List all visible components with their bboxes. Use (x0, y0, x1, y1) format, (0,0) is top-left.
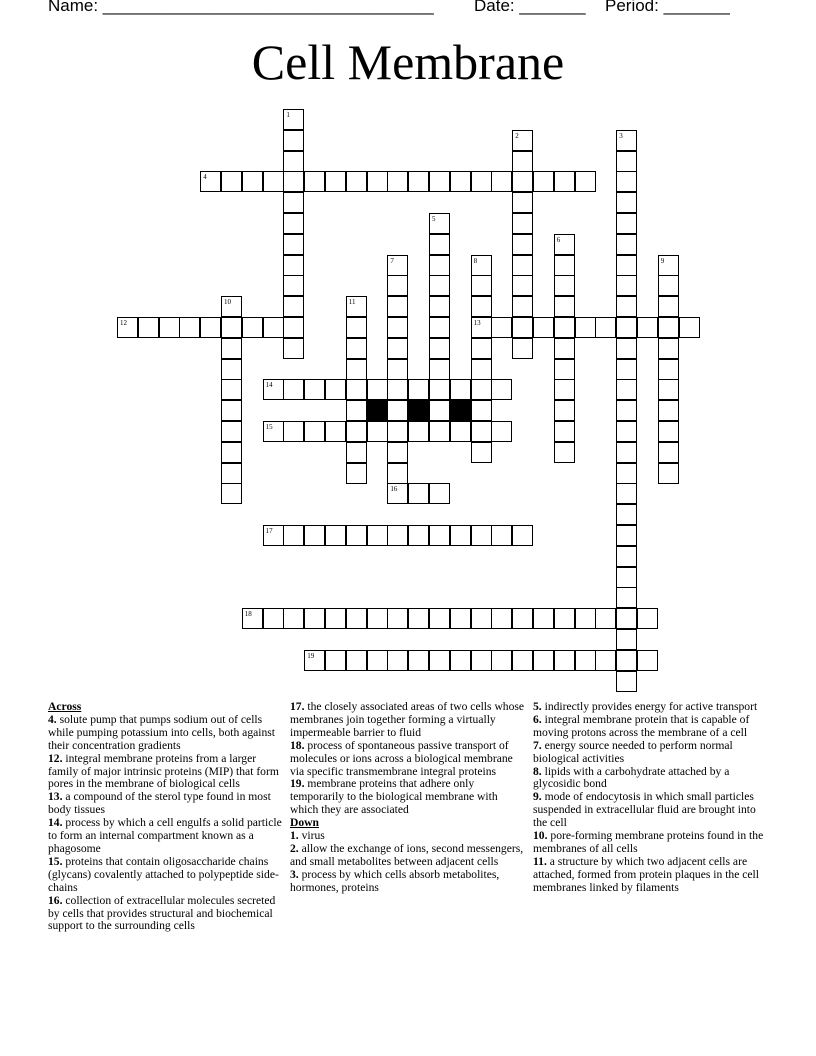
crossword-cell[interactable] (200, 171, 221, 192)
crossword-cell[interactable] (616, 546, 637, 567)
clue-number: 8. (533, 764, 542, 778)
down-clue: 7. energy source needed to perform normal biological activities (533, 738, 733, 765)
crossword-cell[interactable] (533, 317, 554, 338)
crossword-cell[interactable] (616, 567, 637, 588)
crossword-cell[interactable] (346, 296, 367, 317)
name-field-label: Name: ___________________________________ (48, 0, 434, 15)
crossword-cell[interactable] (450, 608, 471, 629)
crossword-cell[interactable] (138, 317, 159, 338)
crossword-cell[interactable] (429, 379, 450, 400)
clue-number-label: 18 (244, 610, 252, 619)
crossword-cell[interactable] (658, 317, 679, 338)
crossword-cell[interactable] (616, 379, 637, 400)
clue-number-label: 4 (203, 173, 207, 182)
crossword-cell[interactable] (616, 171, 637, 192)
crossword-cell[interactable] (429, 213, 450, 234)
crossword-cell[interactable] (387, 255, 408, 276)
crossword-cell[interactable] (471, 296, 492, 317)
crossword-cell[interactable] (221, 463, 242, 484)
crossword-cell[interactable] (512, 650, 533, 671)
crossword-cell[interactable] (263, 421, 284, 442)
crossword-cell[interactable] (325, 608, 346, 629)
crossword-cell[interactable] (346, 338, 367, 359)
crossword-cell[interactable] (346, 421, 367, 442)
crossword-cell[interactable] (595, 650, 616, 671)
crossword-cell[interactable] (471, 442, 492, 463)
crossword-cell[interactable] (616, 213, 637, 234)
crossword-cell[interactable] (471, 650, 492, 671)
crossword-cell[interactable] (304, 525, 325, 546)
crossword-cell[interactable] (408, 421, 429, 442)
crossword-cell[interactable] (387, 463, 408, 484)
clue-number: 11. (533, 854, 547, 868)
crossword-cell[interactable] (283, 171, 304, 192)
crossword-cell[interactable] (325, 650, 346, 671)
crossword-cell[interactable] (429, 400, 450, 421)
crossword-cell[interactable] (512, 338, 533, 359)
crossword-cell[interactable] (658, 296, 679, 317)
crossword-cell[interactable] (159, 317, 180, 338)
crossword-cell[interactable] (429, 338, 450, 359)
clue-number-label: 11 (348, 298, 356, 307)
crossword-cell[interactable] (429, 255, 450, 276)
crossword-cell[interactable] (491, 171, 512, 192)
crossword-cell[interactable] (429, 483, 450, 504)
clue-number-label: 3 (619, 131, 623, 140)
crossword-cell[interactable] (491, 379, 512, 400)
crossword-cell[interactable] (387, 483, 408, 504)
clue-number: 5. (533, 700, 542, 713)
crossword-cell[interactable] (221, 317, 242, 338)
crossword-cell[interactable] (221, 400, 242, 421)
crossword-cell[interactable] (575, 608, 596, 629)
crossword-cell[interactable] (491, 317, 512, 338)
across-clue: 12. integral membrane proteins from a larger family of major intrinsic proteins (MIP) that form pores in the membrane of biological cells (48, 751, 279, 791)
crossword-cell[interactable] (429, 608, 450, 629)
crossword-cell[interactable] (575, 650, 596, 671)
crossword-cell[interactable] (512, 130, 533, 151)
crossword-cell[interactable] (346, 171, 367, 192)
crossword-cell[interactable] (346, 359, 367, 380)
crossword-cell[interactable] (387, 379, 408, 400)
crossword-cell[interactable] (408, 525, 429, 546)
crossword-cell[interactable] (387, 525, 408, 546)
crossword-cell[interactable] (491, 525, 512, 546)
clue-number-label: 7 (390, 256, 394, 265)
crossword-cell[interactable] (283, 379, 304, 400)
crossword-cell[interactable] (616, 421, 637, 442)
crossword-cell[interactable] (304, 421, 325, 442)
crossword-cell[interactable] (346, 400, 367, 421)
crossword-cell[interactable] (346, 317, 367, 338)
clue-number: 4. (48, 712, 57, 726)
clue-number-label: 6 (556, 235, 561, 244)
crossword-cell[interactable] (533, 608, 554, 629)
crossword-cell[interactable] (512, 234, 533, 255)
crossword-cell[interactable] (450, 650, 471, 671)
date-field-label: Date: _______ (474, 0, 586, 15)
crossword-cell[interactable] (450, 171, 471, 192)
clue-number: 7. (533, 738, 542, 752)
crossword-cell[interactable] (616, 650, 637, 671)
crossword-cell[interactable] (283, 421, 304, 442)
crossword-cell[interactable] (512, 275, 533, 296)
clue-number-label: 8 (473, 256, 478, 265)
crossword-cell[interactable] (283, 234, 304, 255)
crossword-cell[interactable] (471, 421, 492, 442)
crossword-cell[interactable] (554, 317, 575, 338)
crossword-cell[interactable] (554, 296, 575, 317)
crossword-cell[interactable] (554, 359, 575, 380)
crossword-cell[interactable] (263, 379, 284, 400)
crossword-cell[interactable] (117, 317, 138, 338)
crossword-cell[interactable] (616, 483, 637, 504)
down-clue: 11. a structure by which two adjacent cells are attached, formed from protein plaques in the cell membranes linked by filaments (533, 854, 759, 894)
crossword-cell[interactable] (221, 359, 242, 380)
crossword-cell[interactable] (221, 483, 242, 504)
crossword-cell[interactable] (616, 587, 637, 608)
crossword-cell[interactable] (512, 151, 533, 172)
crossword-cell[interactable] (387, 317, 408, 338)
crossword-cell[interactable] (616, 400, 637, 421)
crossword-cell[interactable] (491, 650, 512, 671)
crossword-cell[interactable] (429, 317, 450, 338)
crossword-cell[interactable] (616, 671, 637, 692)
across-clue: 14. process by which a cell engulfs a solid particle to form an internal compartment known as a phagosome (48, 816, 282, 855)
crossword-cell[interactable] (595, 317, 616, 338)
crossword-cell[interactable] (554, 171, 575, 192)
across-clue: 17. the closely associated areas of two cells whose membranes join together forming a virtually impermeable barrier to fluid (290, 700, 525, 739)
crossword-cell[interactable] (637, 317, 658, 338)
crossword-cell[interactable] (658, 421, 679, 442)
crossword-cell[interactable] (221, 379, 242, 400)
clue-number-label: 12 (120, 319, 127, 327)
across-clue: 13. a compound of the sterol type found in most body tissues (48, 790, 271, 817)
crossword-cell[interactable] (263, 171, 284, 192)
crossword-cell[interactable] (325, 421, 346, 442)
crossword-cell[interactable] (450, 379, 471, 400)
crossword-cell[interactable] (429, 296, 450, 317)
clue-number-label: 17 (265, 527, 273, 535)
crossword-cell[interactable] (616, 151, 637, 172)
crossword-cell[interactable] (471, 171, 492, 192)
crossword-cell[interactable] (554, 234, 575, 255)
clues-column-3 (533, 701, 768, 895)
crossword-cell[interactable] (387, 338, 408, 359)
crossword-cell[interactable] (325, 171, 346, 192)
down-clue: 9. mode of endocytosis in which small particles suspended in extracellular fluid are brought into the cell (533, 790, 756, 830)
crossword-cell[interactable] (616, 442, 637, 463)
crossword-cell[interactable] (387, 359, 408, 380)
clue-number-label: 15 (265, 423, 273, 431)
down-clue: 6. integral membrane protein that is capable of moving protons across the membrane of a cell (533, 712, 750, 739)
down-clue: 3. process by which cells absorb metabolites, hormones, proteins (290, 867, 500, 894)
down-clue: 2. allow the exchange of ions, second messengers, and small metabolites between adjacent cells (290, 841, 524, 868)
crossword-cell[interactable] (242, 171, 263, 192)
clue-number-label: 14 (265, 381, 273, 390)
crossword-cell[interactable] (221, 171, 242, 192)
crossword-cell[interactable] (408, 650, 429, 671)
crossword-cell[interactable] (658, 359, 679, 380)
crossword-cell[interactable] (658, 400, 679, 421)
crossword-cell[interactable] (429, 421, 450, 442)
clue-number: 17. (290, 700, 305, 713)
crossword-cell[interactable] (200, 317, 221, 338)
crossword-cell[interactable] (367, 379, 388, 400)
crossword-cell[interactable] (283, 275, 304, 296)
crossword-cell[interactable] (221, 296, 242, 317)
crossword-cell[interactable] (283, 338, 304, 359)
crossword-cell[interactable] (616, 338, 637, 359)
crossword-cell[interactable] (471, 379, 492, 400)
down-clue: 1. virus (290, 829, 325, 843)
crossword-cell[interactable] (554, 421, 575, 442)
crossword-cell[interactable] (283, 109, 304, 130)
crossword-cell[interactable] (367, 650, 388, 671)
crossword-cell[interactable] (554, 608, 575, 629)
crossword-cell[interactable] (367, 171, 388, 192)
crossword-cell[interactable] (429, 650, 450, 671)
crossword-cell[interactable] (533, 650, 554, 671)
crossword-cell[interactable] (637, 650, 658, 671)
crossword-cell[interactable] (408, 379, 429, 400)
down-clue: 8. lipids with a carbohydrate attached by a glycosidic bond (533, 764, 730, 791)
crossword-cell[interactable] (429, 234, 450, 255)
crossword-cell[interactable] (283, 255, 304, 276)
crossword-cell[interactable] (554, 255, 575, 276)
period-field-label: Period: _______ (605, 0, 730, 15)
down-heading: Down (290, 816, 319, 830)
clues-column-1 (48, 701, 283, 933)
clue-number: 14. (48, 816, 63, 830)
crossword-black-cell (450, 400, 471, 421)
crossword-cell[interactable] (554, 650, 575, 671)
crossword-cell[interactable] (283, 213, 304, 234)
clue-number: 16. (48, 893, 63, 907)
crossword-cell[interactable] (471, 338, 492, 359)
crossword-cell[interactable] (263, 525, 284, 546)
crossword-cell[interactable] (346, 608, 367, 629)
crossword-black-cell (367, 400, 388, 421)
crossword-cell[interactable] (512, 213, 533, 234)
crossword-cell[interactable] (637, 608, 658, 629)
crossword-cell[interactable] (471, 359, 492, 380)
crossword-cell[interactable] (283, 192, 304, 213)
crossword-cell[interactable] (450, 525, 471, 546)
crossword-cell[interactable] (387, 171, 408, 192)
crossword-cell[interactable] (346, 650, 367, 671)
crossword-cell[interactable] (387, 400, 408, 421)
crossword-cell[interactable] (283, 525, 304, 546)
crossword-cell[interactable] (450, 421, 471, 442)
crossword-cell[interactable] (575, 171, 596, 192)
crossword-cell[interactable] (658, 379, 679, 400)
clue-number-label: 2 (515, 131, 519, 140)
crossword-cell[interactable] (304, 650, 325, 671)
clue-number-label: 10 (224, 298, 231, 307)
across-clue: 18. process of spontaneous passive transport of molecules or ions across a biological membrane via specific transmembrane integral proteins (290, 738, 513, 778)
crossword-cell[interactable] (554, 338, 575, 359)
crossword-cell[interactable] (616, 317, 637, 338)
crossword-cell[interactable] (429, 359, 450, 380)
crossword-cell[interactable] (533, 171, 554, 192)
crossword-cell[interactable] (616, 296, 637, 317)
page-title: Cell Membrane (251, 34, 565, 90)
crossword-cell[interactable] (679, 317, 700, 338)
clue-number: 9. (533, 790, 542, 804)
crossword-cell[interactable] (616, 608, 637, 629)
crossword-cell[interactable] (512, 608, 533, 629)
crossword-cell[interactable] (221, 338, 242, 359)
crossword-cell[interactable] (304, 171, 325, 192)
clue-number: 15. (48, 854, 63, 868)
crossword-cell[interactable] (429, 525, 450, 546)
crossword-cell[interactable] (221, 442, 242, 463)
crossword-cell[interactable] (512, 525, 533, 546)
crossword-cell[interactable] (387, 650, 408, 671)
clue-number-label: 5 (432, 215, 436, 223)
down-clue: 5. indirectly provides energy for active transport (533, 700, 758, 713)
crossword-cell[interactable] (616, 359, 637, 380)
crossword-cell[interactable] (616, 629, 637, 650)
crossword-cell[interactable] (429, 171, 450, 192)
crossword-cell[interactable] (408, 608, 429, 629)
crossword-cell[interactable] (221, 421, 242, 442)
crossword-cell[interactable] (283, 608, 304, 629)
crossword-cell[interactable] (471, 255, 492, 276)
across-clue: 15. proteins that contain oligosaccharide chains (glycans) covalently attached to polypeptide side-chains (48, 854, 279, 894)
crossword-cell[interactable] (616, 192, 637, 213)
crossword-cell[interactable] (263, 608, 284, 629)
crossword-cell[interactable] (616, 504, 637, 525)
crossword-cell[interactable] (242, 608, 263, 629)
crossword-cell[interactable] (242, 317, 263, 338)
crossword-cell[interactable] (616, 234, 637, 255)
clue-number: 12. (48, 751, 63, 765)
across-heading: Across (48, 700, 82, 713)
crossword-cell[interactable] (512, 296, 533, 317)
crossword-cell[interactable] (658, 275, 679, 296)
crossword-cell[interactable] (658, 255, 679, 276)
crossword-cell[interactable] (471, 400, 492, 421)
crossword-cell[interactable] (616, 130, 637, 151)
clue-number-label: 16 (390, 485, 398, 494)
crossword-cell[interactable] (367, 525, 388, 546)
crossword-cell[interactable] (658, 463, 679, 484)
crossword-cell[interactable] (429, 275, 450, 296)
crossword-cell[interactable] (554, 379, 575, 400)
clue-number: 18. (290, 738, 305, 752)
crossword-cell[interactable] (387, 608, 408, 629)
crossword-cell[interactable] (471, 525, 492, 546)
crossword-cell[interactable] (616, 275, 637, 296)
crossword-cell[interactable] (512, 255, 533, 276)
clue-number: 2. (290, 841, 299, 855)
clue-number: 19. (290, 777, 305, 791)
crossword-cell[interactable] (304, 608, 325, 629)
crossword-cell[interactable] (346, 525, 367, 546)
clue-number: 1. (290, 829, 299, 843)
clue-number: 13. (48, 790, 63, 804)
down-clue: 10. pore-forming membrane proteins found in the membranes of all cells (533, 829, 764, 855)
crossword-cell[interactable] (491, 421, 512, 442)
crossword-cell[interactable] (595, 608, 616, 629)
crossword-cell[interactable] (263, 317, 284, 338)
crossword-cell[interactable] (471, 275, 492, 296)
crossword-black-cell (408, 400, 429, 421)
crossword-cell[interactable] (325, 525, 346, 546)
clue-number-label: 1 (286, 111, 290, 119)
crossword-cell[interactable] (512, 192, 533, 213)
crossword-cell[interactable] (616, 525, 637, 546)
crossword-cell[interactable] (554, 400, 575, 421)
across-clue: 16. collection of extracellular molecules secreted by cells that provides structural and biochemical support to the surrounding cells (48, 893, 276, 933)
clue-number: 3. (290, 867, 299, 881)
crossword-cell[interactable] (387, 275, 408, 296)
crossword-cell[interactable] (554, 442, 575, 463)
across-clue: 4. solute pump that pumps sodium out of cells while pumping potassium into cells, both against their concentration gradients (48, 712, 276, 752)
crossword-cell[interactable] (575, 317, 596, 338)
crossword-cell[interactable] (325, 379, 346, 400)
crossword-cell[interactable] (179, 317, 200, 338)
crossword-cell[interactable] (471, 317, 492, 338)
clue-number-label: 13 (473, 319, 481, 327)
clue-number-label: 9 (660, 256, 665, 265)
crossword-cell[interactable] (471, 608, 492, 629)
crossword-cell[interactable] (616, 463, 637, 484)
crossword-cell[interactable] (387, 421, 408, 442)
across-clue: 19. membrane proteins that adhere only temporarily to the biological membrane with which they are associated (290, 777, 498, 817)
crossword-cell[interactable] (387, 296, 408, 317)
crossword-cell[interactable] (512, 317, 533, 338)
crossword-cell[interactable] (512, 171, 533, 192)
crossword-cell[interactable] (367, 608, 388, 629)
crossword-cell[interactable] (367, 421, 388, 442)
crossword-cell[interactable] (491, 608, 512, 629)
clue-number: 10. (533, 829, 548, 843)
crossword-cell[interactable] (658, 338, 679, 359)
crossword-cell[interactable] (658, 442, 679, 463)
crossword-cell[interactable] (346, 379, 367, 400)
crossword-cell[interactable] (283, 317, 304, 338)
clue-number: 6. (533, 712, 542, 726)
crossword-cell[interactable] (408, 171, 429, 192)
crossword-cell[interactable] (304, 379, 325, 400)
crossword-cell[interactable] (408, 483, 429, 504)
crossword-cell[interactable] (283, 296, 304, 317)
crossword-cell[interactable] (554, 275, 575, 296)
crossword-cell[interactable] (616, 255, 637, 276)
clue-number-label: 19 (307, 651, 315, 660)
crossword-cell[interactable] (283, 151, 304, 172)
crossword-cell[interactable] (283, 130, 304, 151)
crossword-cell[interactable] (387, 442, 408, 463)
crossword-cell[interactable] (346, 442, 367, 463)
crossword-cell[interactable] (346, 463, 367, 484)
clues-column-2 (290, 701, 525, 895)
